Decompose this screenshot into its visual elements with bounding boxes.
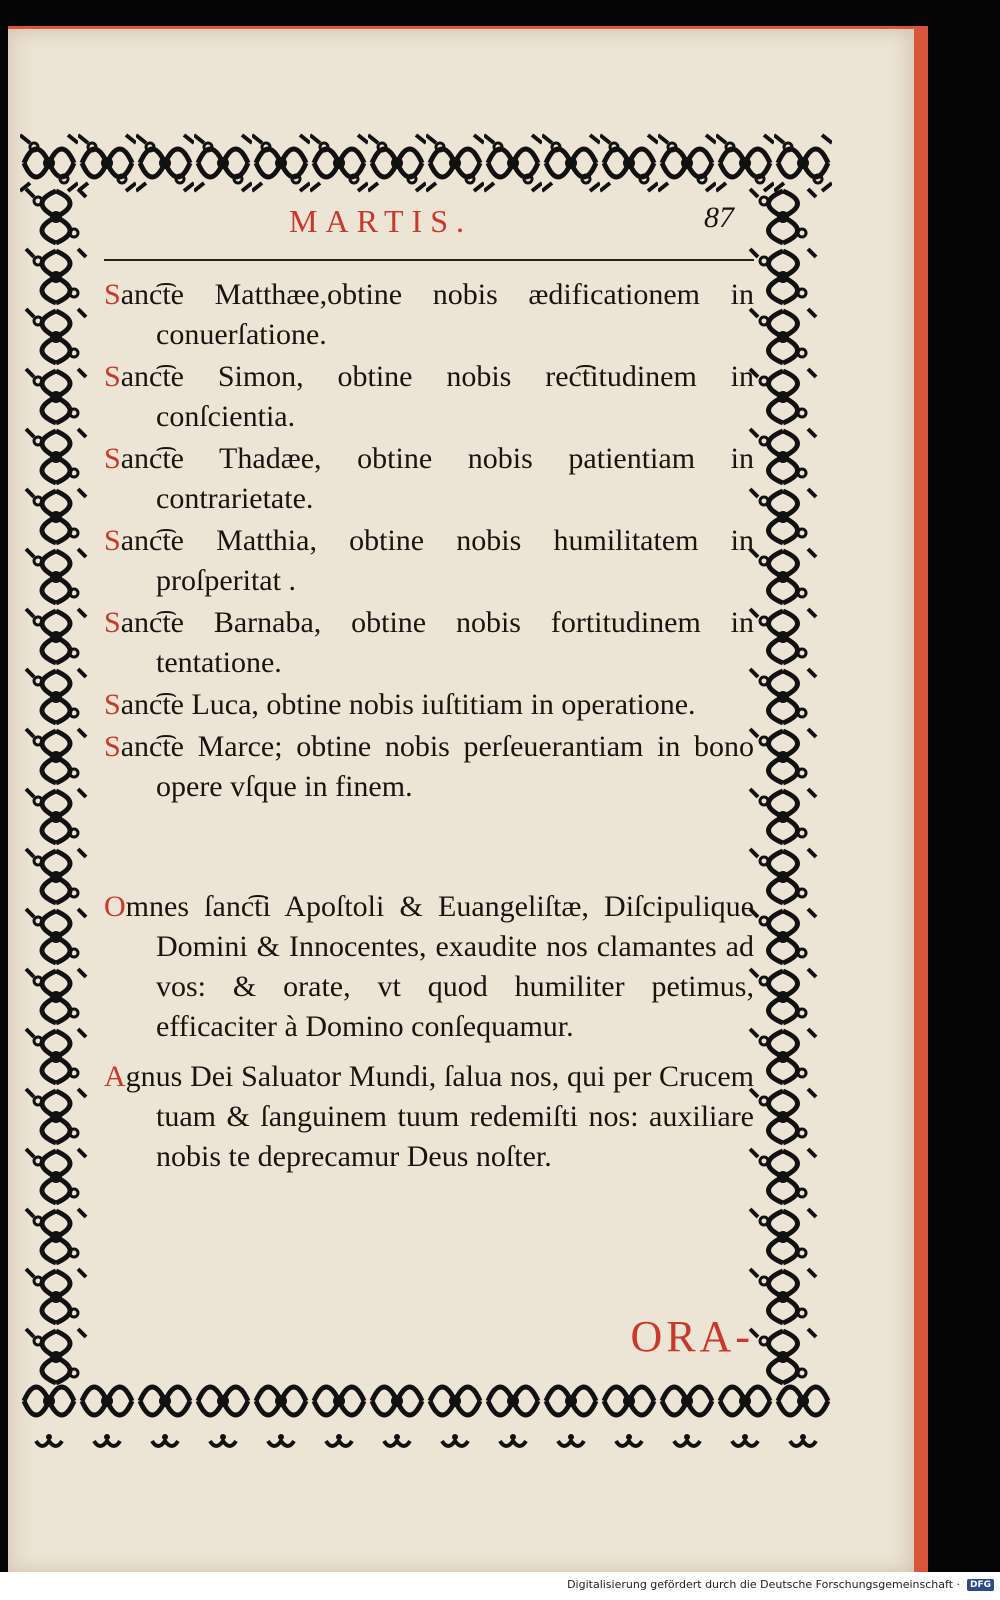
page-number: 87 (704, 201, 734, 234)
rubric-initial: S (104, 524, 121, 557)
book-page (8, 26, 928, 1573)
rubric-initial: S (104, 360, 121, 393)
invocation-text: anc͡te Thadæe, obtine nobis patientiam in contrarietate. (120, 442, 754, 515)
invocation-text: anc͡te Matthæe,obtine nobis ædificationem in conuerſatione. (120, 278, 754, 351)
invocation-item (104, 439, 754, 519)
prayer-text: mnes ſanc͡ti Apoſtoli & Euangeliſtæ, Diſcipulique Domini & Innocentes, exaudite nos clamantes ad vos: & orate, vt quod humiliter petimus, efficaciter à Domino conſequamur. (125, 890, 754, 1043)
rubric-initial: S (104, 442, 121, 475)
prayer-agnus (104, 1057, 754, 1177)
invocation-list (104, 275, 754, 809)
rubric-initial: S (104, 688, 121, 721)
prayer-text: gnus Dei Saluator Mundi, ſalua nos, qui per Crucem tuam & ſanguinem tuum redemiſti nos: auxiliare nobis te deprecamur Deus noſter. (125, 1060, 754, 1173)
invocation-text: anc͡te Barnaba, obtine nobis fortitudinem in tentatione. (120, 606, 754, 679)
invocation-text: anc͡te Luca, obtine nobis iuſtitiam in operatione. (120, 688, 696, 721)
prayer-block (104, 887, 754, 1187)
rubric-initial: A (104, 1060, 126, 1093)
footer-credit: Digitalisierung gefördert durch die Deutsche Forschungsgemeinschaft · (567, 1578, 960, 1591)
invocation-item (104, 357, 754, 437)
invocation-item (104, 685, 754, 725)
invocation-item (104, 603, 754, 683)
dfg-logo-icon: DFG (967, 1579, 994, 1591)
digitization-footer (0, 1572, 1000, 1600)
header-rule (104, 259, 754, 261)
rubric-initial: S (104, 730, 121, 763)
rubric-initial: S (104, 278, 121, 311)
invocation-item (104, 521, 754, 601)
rubric-initial: S (104, 606, 121, 639)
rubric-initial: O (104, 890, 126, 923)
catchword: ORA- (630, 1312, 754, 1361)
invocation-text: anc͡te Marce; obtine nobis perſeuerantiam in bono opere vſque in finem. (120, 730, 754, 803)
invocation-text: anc͡te Matthia, obtine nobis humilitatem in proſperitat . (120, 524, 754, 597)
text-block (104, 197, 754, 1361)
invocation-item (104, 275, 754, 355)
ornament-right-band (742, 187, 824, 1387)
prayer-omnes (104, 887, 754, 1047)
running-title: MARTIS. (289, 203, 472, 239)
ornament-top-band (20, 127, 832, 199)
invocation-item (104, 727, 754, 807)
invocation-text: anc͡te Simon, obtine nobis rec͡titudinem in conſcientia. (120, 360, 754, 433)
ornament-bottom-band (20, 1367, 832, 1457)
ornament-left-band (20, 187, 92, 1387)
page-header (104, 197, 754, 267)
